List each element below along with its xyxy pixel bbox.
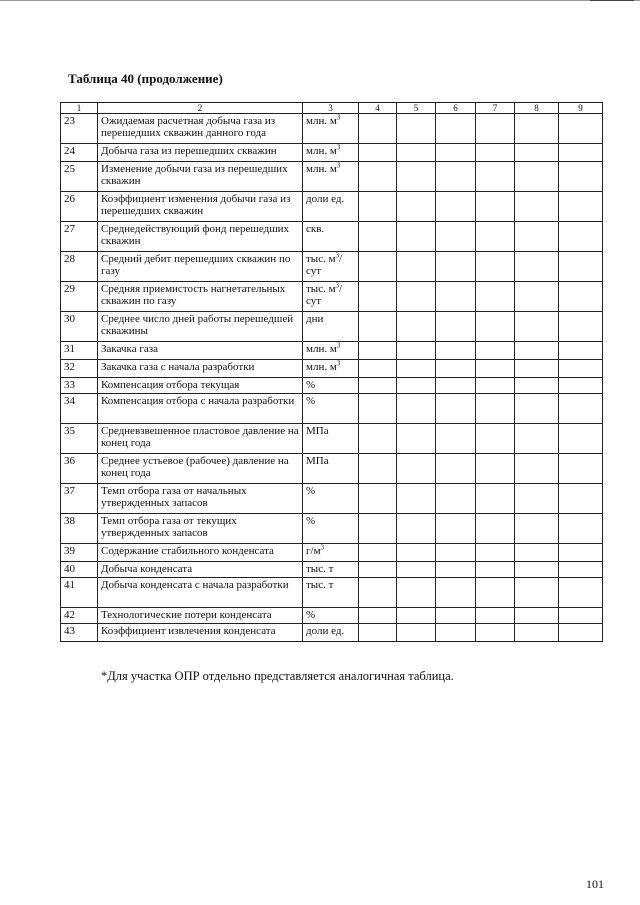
unit-main: млн. м [306, 361, 337, 373]
row-number: 38 [61, 514, 98, 544]
empty-cell [436, 578, 476, 608]
row-number: 24 [61, 144, 98, 162]
empty-cell [559, 282, 603, 312]
row-indicator: Содержание стабильного конденсата [98, 544, 303, 562]
unit-main: % [306, 515, 316, 527]
row-indicator: Коэффициент извлечения конденсата [98, 624, 303, 642]
empty-cell [397, 578, 436, 608]
empty-cell [559, 312, 603, 342]
empty-cell [436, 394, 476, 424]
row-number: 27 [61, 222, 98, 252]
empty-cell [397, 378, 436, 394]
page-number: 101 [586, 877, 604, 891]
unit-main: % [306, 379, 316, 391]
table-row [61, 312, 603, 342]
unit-superscript: 3 [336, 161, 341, 170]
empty-cell [476, 624, 515, 642]
empty-cell [515, 192, 559, 222]
row-indicator: Средневзвешенное пластовое давление на конец года [98, 424, 303, 454]
empty-cell [436, 454, 476, 484]
empty-cell [359, 454, 397, 484]
unit-main: % [306, 395, 316, 407]
table-row [61, 378, 603, 394]
empty-cell [397, 342, 436, 360]
empty-cell [515, 114, 559, 144]
empty-cell [559, 360, 603, 378]
table-row [61, 454, 603, 484]
empty-cell [559, 578, 603, 608]
empty-cell [476, 252, 515, 282]
table-row [61, 222, 603, 252]
empty-cell [476, 282, 515, 312]
table-row [61, 544, 603, 562]
row-unit [303, 624, 359, 642]
row-unit [303, 342, 359, 360]
header-cell: 5 [397, 103, 436, 114]
unit-main: МПа [306, 425, 329, 437]
table-row [61, 624, 603, 642]
empty-cell [476, 608, 515, 624]
row-number: 35 [61, 424, 98, 454]
empty-cell [559, 394, 603, 424]
empty-cell [397, 162, 436, 192]
empty-cell [359, 312, 397, 342]
row-unit [303, 312, 359, 342]
empty-cell [359, 394, 397, 424]
empty-cell [476, 454, 515, 484]
footnote: *Для участка ОПР отдельно представляется аналогичная таблица. [101, 669, 454, 683]
unit-superscript: 3 [336, 341, 341, 350]
empty-cell [476, 424, 515, 454]
unit-main: тыс. т [306, 579, 334, 591]
empty-cell [359, 252, 397, 282]
row-number: 32 [61, 360, 98, 378]
empty-cell [397, 360, 436, 378]
top-scan-edge [0, 0, 640, 1]
table-row [61, 162, 603, 192]
unit-main: млн. м [306, 343, 337, 355]
empty-cell [436, 252, 476, 282]
unit-suffix: /сут [306, 253, 343, 277]
empty-cell [397, 222, 436, 252]
empty-cell [559, 424, 603, 454]
empty-cell [436, 608, 476, 624]
empty-cell [515, 484, 559, 514]
row-unit [303, 252, 359, 282]
empty-cell [476, 312, 515, 342]
row-indicator: Закачка газа [98, 342, 303, 360]
empty-cell [476, 342, 515, 360]
empty-cell [359, 424, 397, 454]
empty-cell [359, 144, 397, 162]
row-number: 41 [61, 578, 98, 608]
empty-cell [397, 252, 436, 282]
empty-cell [436, 342, 476, 360]
row-indicator: Компенсация отбора с начала разработки [98, 394, 303, 424]
unit-main: % [306, 485, 316, 497]
row-number: 26 [61, 192, 98, 222]
table-row [61, 562, 603, 578]
row-unit [303, 424, 359, 454]
row-unit [303, 578, 359, 608]
empty-cell [515, 562, 559, 578]
empty-cell [515, 578, 559, 608]
empty-cell [515, 544, 559, 562]
row-indicator: Ожидаемая расчетная добыча газа из перешедших скважин данного года [98, 114, 303, 144]
unit-main: млн. м [306, 115, 337, 127]
empty-cell [559, 252, 603, 282]
table-row [61, 360, 603, 378]
row-number: 39 [61, 544, 98, 562]
unit-superscript: 3 [336, 359, 341, 368]
row-number: 29 [61, 282, 98, 312]
table-row [61, 114, 603, 144]
empty-cell [476, 162, 515, 192]
empty-cell [436, 562, 476, 578]
empty-cell [436, 514, 476, 544]
row-number: 40 [61, 562, 98, 578]
empty-cell [359, 162, 397, 192]
empty-cell [436, 192, 476, 222]
empty-cell [436, 624, 476, 642]
empty-cell [397, 312, 436, 342]
table-header-row [61, 103, 603, 114]
empty-cell [476, 222, 515, 252]
empty-cell [436, 360, 476, 378]
empty-cell [397, 514, 436, 544]
unit-superscript: 3 [335, 281, 340, 290]
empty-cell [476, 192, 515, 222]
row-unit [303, 222, 359, 252]
unit-main: % [306, 609, 316, 621]
unit-main: тыс. м [306, 253, 336, 265]
empty-cell [559, 514, 603, 544]
empty-cell [436, 544, 476, 562]
empty-cell [559, 562, 603, 578]
row-indicator: Средний дебит перешедших скважин по газу [98, 252, 303, 282]
row-number: 42 [61, 608, 98, 624]
empty-cell [515, 360, 559, 378]
empty-cell [436, 114, 476, 144]
empty-cell [359, 544, 397, 562]
row-unit [303, 162, 359, 192]
empty-cell [397, 192, 436, 222]
empty-cell [559, 192, 603, 222]
empty-cell [476, 578, 515, 608]
empty-cell [559, 544, 603, 562]
row-unit [303, 484, 359, 514]
empty-cell [559, 624, 603, 642]
empty-cell [436, 312, 476, 342]
header-cell: 6 [436, 103, 476, 114]
row-unit [303, 544, 359, 562]
row-indicator: Добыча газа из перешедших скважин [98, 144, 303, 162]
empty-cell [559, 114, 603, 144]
row-indicator: Среднее устьевое (рабочее) давление на конец года [98, 454, 303, 484]
row-indicator: Коэффициент изменения добычи газа из перешедших скважин [98, 192, 303, 222]
empty-cell [515, 312, 559, 342]
table-row [61, 282, 603, 312]
data-table [60, 102, 603, 642]
empty-cell [359, 360, 397, 378]
empty-cell [436, 378, 476, 394]
row-number: 33 [61, 378, 98, 394]
empty-cell [515, 394, 559, 424]
empty-cell [397, 544, 436, 562]
table-row [61, 144, 603, 162]
empty-cell [359, 484, 397, 514]
empty-cell [436, 162, 476, 192]
page-title: Таблица 40 (продолжение) [68, 71, 223, 86]
empty-cell [397, 144, 436, 162]
empty-cell [397, 484, 436, 514]
row-indicator: Добыча конденсата с начала разработки [98, 578, 303, 608]
unit-superscript: 3 [336, 113, 341, 122]
header-cell: 1 [61, 103, 98, 114]
empty-cell [559, 162, 603, 192]
empty-cell [515, 624, 559, 642]
empty-cell [397, 454, 436, 484]
empty-cell [436, 424, 476, 454]
empty-cell [515, 608, 559, 624]
row-indicator: Закачка газа с начала разработки [98, 360, 303, 378]
empty-cell [476, 144, 515, 162]
unit-main: тыс. м [306, 283, 336, 295]
row-unit [303, 144, 359, 162]
row-indicator: Среднедействующий фонд перешедших скважин [98, 222, 303, 252]
row-number: 28 [61, 252, 98, 282]
empty-cell [515, 144, 559, 162]
empty-cell [359, 514, 397, 544]
table-row [61, 424, 603, 454]
unit-suffix: /сут [306, 283, 343, 307]
row-unit [303, 454, 359, 484]
table-row [61, 192, 603, 222]
empty-cell [436, 484, 476, 514]
row-unit [303, 394, 359, 424]
empty-cell [359, 192, 397, 222]
empty-cell [559, 484, 603, 514]
empty-cell [359, 578, 397, 608]
empty-cell [515, 252, 559, 282]
empty-cell [515, 424, 559, 454]
empty-cell [476, 114, 515, 144]
empty-cell [559, 608, 603, 624]
row-indicator: Темп отбора газа от текущих утвержденных запасов [98, 514, 303, 544]
row-unit [303, 282, 359, 312]
row-number: 43 [61, 624, 98, 642]
empty-cell [359, 562, 397, 578]
row-number: 30 [61, 312, 98, 342]
top-scan-mark [590, 0, 634, 1]
empty-cell [436, 222, 476, 252]
empty-cell [559, 454, 603, 484]
row-unit [303, 192, 359, 222]
header-cell: 3 [303, 103, 359, 114]
table-row [61, 484, 603, 514]
table-row [61, 394, 603, 424]
empty-cell [397, 624, 436, 642]
empty-cell [559, 342, 603, 360]
header-cell: 9 [559, 103, 603, 114]
empty-cell [515, 454, 559, 484]
unit-main: тыс. т [306, 563, 334, 575]
empty-cell [397, 282, 436, 312]
empty-cell [476, 360, 515, 378]
row-number: 34 [61, 394, 98, 424]
table-row [61, 608, 603, 624]
header-cell: 8 [515, 103, 559, 114]
empty-cell [476, 544, 515, 562]
row-number: 25 [61, 162, 98, 192]
table-row [61, 578, 603, 608]
header-cell: 2 [98, 103, 303, 114]
row-number: 36 [61, 454, 98, 484]
row-indicator: Добыча конденсата [98, 562, 303, 578]
unit-main: млн. м [306, 163, 337, 175]
empty-cell [359, 282, 397, 312]
empty-cell [515, 282, 559, 312]
row-unit [303, 608, 359, 624]
empty-cell [397, 114, 436, 144]
row-indicator: Темп отбора газа от начальных утвержденных запасов [98, 484, 303, 514]
empty-cell [397, 424, 436, 454]
header-cell: 4 [359, 103, 397, 114]
empty-cell [515, 514, 559, 544]
row-number: 31 [61, 342, 98, 360]
table-row [61, 342, 603, 360]
empty-cell [359, 222, 397, 252]
unit-superscript: 3 [335, 251, 340, 260]
unit-main: доли ед. [306, 625, 345, 637]
unit-main: МПа [306, 455, 329, 467]
row-indicator: Среднее число дней работы перешедшей скважины [98, 312, 303, 342]
empty-cell [476, 378, 515, 394]
empty-cell [359, 114, 397, 144]
empty-cell [359, 378, 397, 394]
empty-cell [515, 342, 559, 360]
empty-cell [359, 342, 397, 360]
empty-cell [359, 624, 397, 642]
header-cell: 7 [476, 103, 515, 114]
unit-main: г/м [306, 545, 321, 557]
table-row [61, 514, 603, 544]
empty-cell [476, 514, 515, 544]
table-row [61, 252, 603, 282]
empty-cell [397, 608, 436, 624]
empty-cell [476, 562, 515, 578]
unit-superscript: 3 [336, 143, 341, 152]
empty-cell [397, 562, 436, 578]
empty-cell [476, 394, 515, 424]
row-unit [303, 378, 359, 394]
row-unit [303, 360, 359, 378]
row-indicator: Изменение добычи газа из перешедших скважин [98, 162, 303, 192]
empty-cell [515, 162, 559, 192]
row-indicator: Компенсация отбора текущая [98, 378, 303, 394]
empty-cell [559, 378, 603, 394]
empty-cell [397, 394, 436, 424]
empty-cell [515, 378, 559, 394]
row-unit [303, 562, 359, 578]
unit-main: млн. м [306, 145, 337, 157]
unit-main: дни [306, 313, 324, 325]
empty-cell [515, 222, 559, 252]
empty-cell [359, 608, 397, 624]
unit-main: доли ед. [306, 193, 345, 205]
table-body [61, 103, 603, 642]
unit-main: скв. [306, 223, 325, 235]
row-indicator: Технологические потери конденсата [98, 608, 303, 624]
row-indicator: Средняя приемистость нагнетательных скважин по газу [98, 282, 303, 312]
unit-superscript: 3 [320, 543, 325, 552]
empty-cell [436, 144, 476, 162]
empty-cell [436, 282, 476, 312]
empty-cell [559, 222, 603, 252]
empty-cell [476, 484, 515, 514]
row-number: 23 [61, 114, 98, 144]
row-unit [303, 114, 359, 144]
empty-cell [559, 144, 603, 162]
row-number: 37 [61, 484, 98, 514]
row-unit [303, 514, 359, 544]
